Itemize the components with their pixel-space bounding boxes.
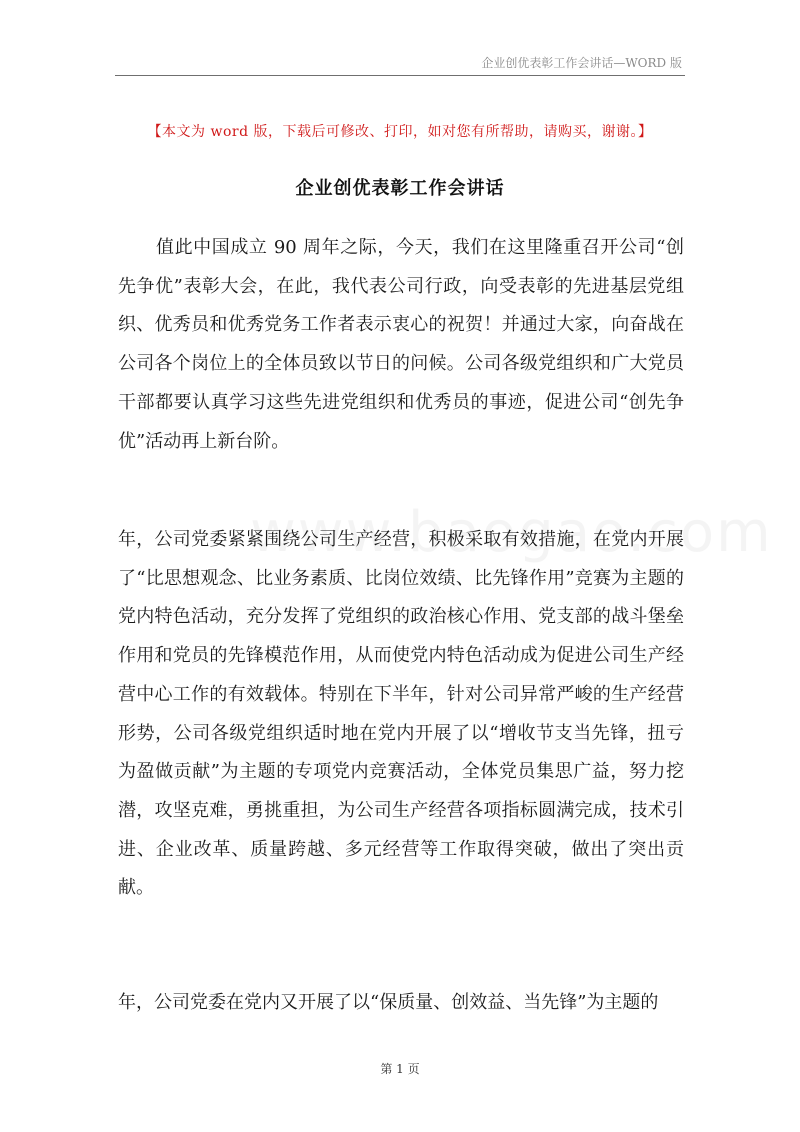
page-number: 第 1 页	[380, 1062, 420, 1076]
document-title: 企业创优表彰工作会讲话	[295, 178, 505, 199]
paragraph-2: 年，公司党委紧紧围绕公司生产经营，积极采取有效措施，在党内开展了“比思想观念、比业务素质、比岗位效绩、比先锋作用”竞赛为主题的党内特色活动，充分发挥了党组织的政治核心作用、党支部的战斗堡垒作用和党员的先锋模范作用，从而使党内特色活动成为促进公司生产经营中心工作的有效载体。特别在下半年，针对公司异常严峻的生产经营形势，公司各级党组织适时地在党内开展了以“增收节支当先锋，扭亏为盈做贡献”为主题的专项党内竞赛活动，全体党员集思广益，努力挖潜，攻坚克难，勇挑重担，为公司生产经营各项指标圆满完成，技术引进、企业改革、质量跨越、多元经营等工作取得突破，做出了突出贡献。	[118, 529, 684, 899]
header-rule	[115, 75, 685, 76]
paragraph-1: 值此中国成立 90 周年之际，今天，我们在这里隆重召开公司“创先争优”表彰大会，在此，我代表公司行政，向受表彰的先进基层党组织、优秀员和优秀党务工作者表示衷心的祝贺！并通过大家，向奋战在公司各个岗位上的全体员致以节日的问候。公司各级党组织和广大党员干部都要认真学习这些先进党组织和优秀员的事迹，促进公司“创先争优”活动再上新台阶。	[118, 237, 684, 452]
purchase-notice: 【本文为 word 版，下载后可修改、打印，如对您有所帮助，请购买，谢谢。】	[147, 124, 653, 140]
paragraph-3: 年，公司党委在党内又开展了以“保质量、创效益、当先锋”为主题的	[118, 992, 659, 1013]
running-header: 企业创优表彰工作会讲话—WORD 版	[481, 56, 682, 70]
